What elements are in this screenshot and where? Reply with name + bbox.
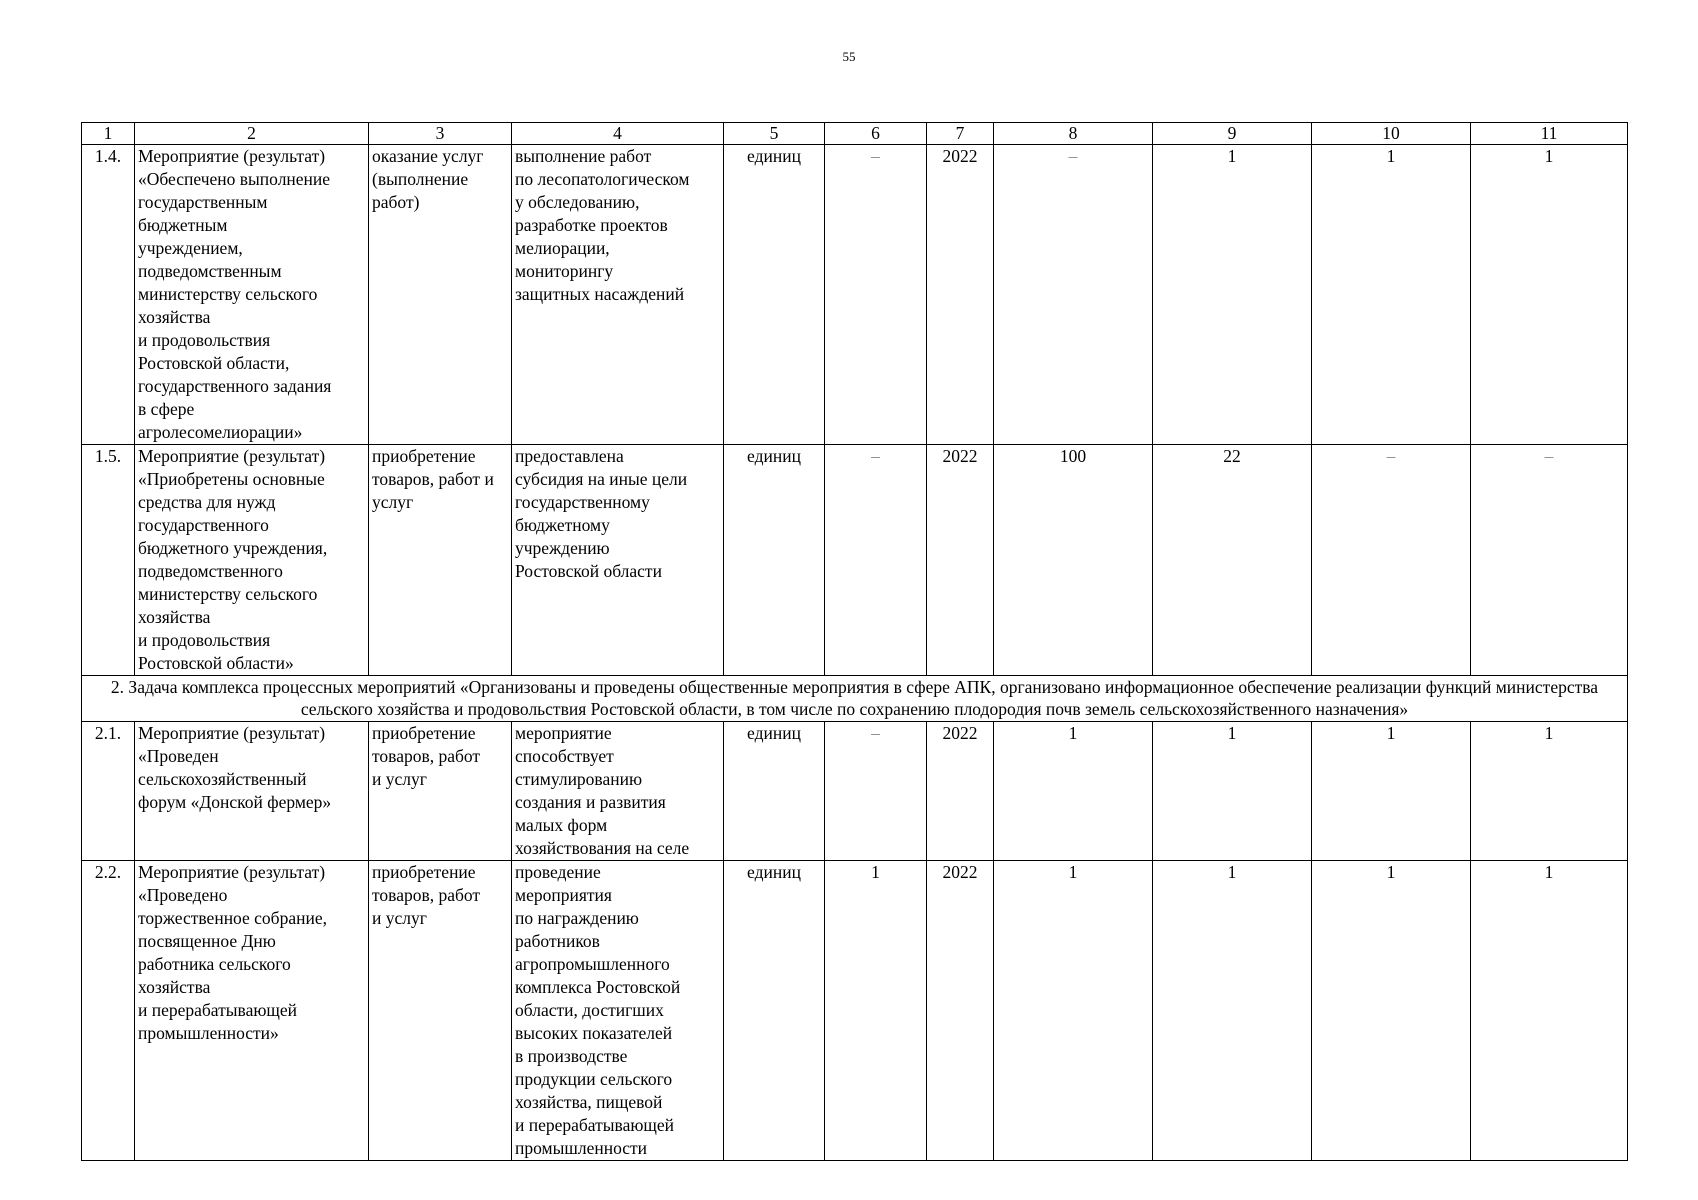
measure-type: приобретение товаров, работ и услуг: [369, 445, 512, 676]
measures-table: [81, 122, 1628, 1161]
unit: единиц: [724, 445, 825, 676]
unit: единиц: [724, 145, 825, 445]
row-number: 1.4.: [82, 145, 135, 445]
row-number: 2.2.: [82, 861, 135, 1161]
value-col-9: 1: [1153, 145, 1312, 445]
measure-description: мероприятие способствует стимулированию создания и развития малых форм хозяйствования на селе: [512, 722, 724, 861]
header-cell: 3: [369, 123, 512, 145]
table-row: [82, 861, 1628, 1161]
table-row: [82, 722, 1628, 861]
task-heading: 2. Задача комплекса процессных мероприятий «Организованы и проведены общественные мероприятия в сфере АПК, организовано информационное обеспечение реализации функций министерства сельского хозяйства и продовольствия Ростовской области, в том числе по сохранению плодородия почв земель сельскохозяйственного назначения»: [82, 676, 1628, 722]
value-col-6: –: [825, 722, 927, 861]
page-number: 55: [842, 49, 856, 64]
header-cell: 5: [724, 123, 825, 145]
measure-name: Мероприятие (результат) «Обеспечено выполнение государственным бюджетным учреждением, подведомственным министерству сельского хозяйства и продовольствия Ростовской области, государственного задания в сфере агролесомелиорации»: [135, 145, 369, 445]
header-cell: 2: [135, 123, 369, 145]
value-col-11: 1: [1471, 145, 1628, 445]
value-col-11: –: [1471, 445, 1628, 676]
value-col-8: 1: [994, 861, 1153, 1161]
value-col-11: 1: [1471, 722, 1628, 861]
column-number-header: [82, 123, 1628, 145]
row-number: 2.1.: [82, 722, 135, 861]
year: 2022: [927, 722, 994, 861]
table-row: [82, 145, 1628, 445]
header-cell: 10: [1312, 123, 1471, 145]
header-cell: 4: [512, 123, 724, 145]
value-col-9: 22: [1153, 445, 1312, 676]
value-col-8: –: [994, 145, 1153, 445]
value-col-6: 1: [825, 861, 927, 1161]
measure-name: Мероприятие (результат) «Проведено торжественное собрание, посвященное Дню работника сельского хозяйства и перерабатывающей промышленности»: [135, 861, 369, 1161]
value-col-8: 100: [994, 445, 1153, 676]
year: 2022: [927, 445, 994, 676]
header-cell: 7: [927, 123, 994, 145]
value-col-10: –: [1312, 445, 1471, 676]
value-col-9: 1: [1153, 722, 1312, 861]
measure-type: приобретение товаров, работ и услуг: [369, 722, 512, 861]
header-cell: 1: [82, 123, 135, 145]
header-cell: 8: [994, 123, 1153, 145]
measure-type: приобретение товаров, работ и услуг: [369, 861, 512, 1161]
table-row: [82, 445, 1628, 676]
header-cell: 11: [1471, 123, 1628, 145]
task-heading-row: [82, 676, 1628, 722]
row-number: 1.5.: [82, 445, 135, 676]
value-col-8: 1: [994, 722, 1153, 861]
header-cell: 6: [825, 123, 927, 145]
measure-type: оказание услуг (выполнение работ): [369, 145, 512, 445]
value-col-10: 1: [1312, 145, 1471, 445]
measure-name: Мероприятие (результат) «Проведен сельскохозяйственный форум «Донской фермер»: [135, 722, 369, 861]
unit: единиц: [724, 722, 825, 861]
unit: единиц: [724, 861, 825, 1161]
value-col-11: 1: [1471, 861, 1628, 1161]
measure-description: предоставлена субсидия на иные цели государственному бюджетному учреждению Ростовской области: [512, 445, 724, 676]
measure-description: проведение мероприятия по награждению работников агропромышленного комплекса Ростовской области, достигших высоких показателей в производстве продукции сельского хозяйства, пищевой и перерабатывающей промышленности: [512, 861, 724, 1161]
year: 2022: [927, 145, 994, 445]
measure-description: выполнение работ по лесопатологическом у обследованию, разработке проектов мелиорации, мониторингу защитных насаждений: [512, 145, 724, 445]
header-cell: 9: [1153, 123, 1312, 145]
value-col-6: –: [825, 145, 927, 445]
value-col-10: 1: [1312, 722, 1471, 861]
year: 2022: [927, 861, 994, 1161]
value-col-10: 1: [1312, 861, 1471, 1161]
measure-name: Мероприятие (результат) «Приобретены основные средства для нужд государственного бюджетного учреждения, подведомственного министерству сельского хозяйства и продовольствия Ростовской области»: [135, 445, 369, 676]
value-col-6: –: [825, 445, 927, 676]
value-col-9: 1: [1153, 861, 1312, 1161]
